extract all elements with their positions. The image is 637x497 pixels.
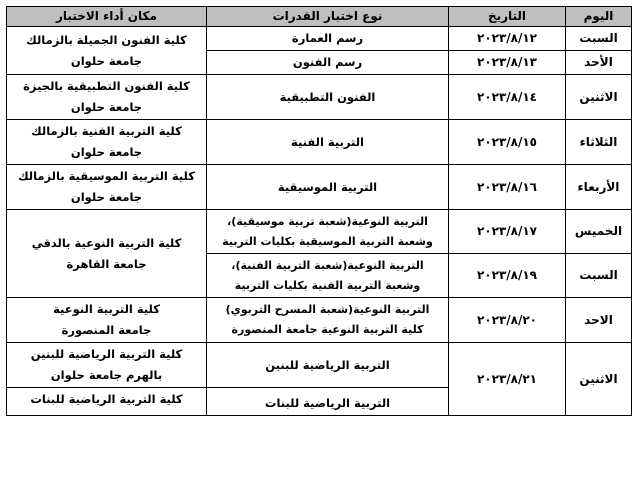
type-cell: التربية الرياضية للبنين bbox=[207, 343, 449, 388]
table-row bbox=[7, 210, 632, 254]
date-cell: ٢٠٢٣/٨/٢٠ bbox=[449, 298, 566, 343]
day-cell: السبت bbox=[566, 27, 632, 51]
table-row bbox=[7, 298, 632, 343]
date-cell: ٢٠٢٣/٨/١٧ bbox=[449, 210, 566, 254]
date-cell: ٢٠٢٣/٨/١٣ bbox=[449, 51, 566, 75]
place-line: جامعة حلوان bbox=[70, 100, 143, 114]
table-row bbox=[7, 165, 632, 210]
day-cell: الأحد bbox=[566, 51, 632, 75]
type-line: التربية النوعية(شعبة التربية الفنية)، bbox=[231, 258, 424, 272]
type-line: كلية التربية النوعية جامعة المنصورة bbox=[231, 323, 424, 336]
type-line: وشعبة التربية الموسيقية بكليات التربية bbox=[222, 234, 433, 248]
place-cell bbox=[7, 343, 207, 388]
table-row bbox=[7, 120, 632, 165]
place-line: كلية الفنون التطبيقية بالجيزة bbox=[23, 79, 190, 93]
date-cell: ٢٠٢٣/٨/٢١ bbox=[449, 343, 566, 416]
place-line: جامعة المنصورة bbox=[61, 323, 152, 337]
type-cell bbox=[207, 298, 449, 343]
place-line: كلية التربية النوعية bbox=[53, 302, 160, 316]
header-type: نوع اختبار القدرات bbox=[207, 7, 449, 27]
date-cell: ٢٠٢٣/٨/١٢ bbox=[449, 27, 566, 51]
place-cell bbox=[7, 388, 207, 416]
table-header-row bbox=[7, 7, 632, 27]
place-cell bbox=[7, 298, 207, 343]
type-cell bbox=[207, 254, 449, 298]
header-date: التاريخ bbox=[449, 7, 566, 27]
table-row bbox=[7, 75, 632, 120]
header-day: اليوم bbox=[566, 7, 632, 27]
type-cell bbox=[207, 210, 449, 254]
type-line: التربية النوعية(شعبة تربية موسيقية)، bbox=[227, 214, 428, 228]
day-cell: الثلاثاء bbox=[566, 120, 632, 165]
table-row bbox=[7, 343, 632, 388]
day-cell: الاحد bbox=[566, 298, 632, 343]
place-line: جامعة حلوان bbox=[70, 190, 143, 204]
place-line: بالهرم جامعة حلوان bbox=[50, 368, 163, 382]
header-place: مكان أداء الاختبار bbox=[7, 7, 207, 27]
date-cell: ٢٠٢٣/٨/١٦ bbox=[449, 165, 566, 210]
exam-schedule-table bbox=[6, 6, 632, 416]
type-line: وشعبة التربية الفنية بكليات التربية bbox=[234, 278, 421, 292]
place-line: كلية التربية الموسيقية بالزمالك bbox=[18, 169, 195, 183]
day-cell: السبت bbox=[566, 254, 632, 298]
day-cell: الاثنين bbox=[566, 75, 632, 120]
type-cell: التربية الرياضية للبنات bbox=[207, 388, 449, 416]
place-cell bbox=[7, 75, 207, 120]
place-line: كلية التربية الرياضية للبنات bbox=[30, 392, 183, 406]
place-line: كلية الفنون الجميلة بالزمالك bbox=[26, 32, 187, 47]
place-line: جامعة حلوان bbox=[70, 145, 143, 159]
place-cell bbox=[7, 210, 207, 298]
schedule-table-container bbox=[6, 6, 631, 416]
date-cell: ٢٠٢٣/٨/١٥ bbox=[449, 120, 566, 165]
place-line: جامعة القاهرة bbox=[66, 256, 147, 271]
day-cell: الأربعاء bbox=[566, 165, 632, 210]
place-line: كلية التربية النوعية بالدقي bbox=[31, 235, 182, 250]
place-cell bbox=[7, 120, 207, 165]
place-line: كلية التربية الرياضية للبنين bbox=[30, 347, 183, 361]
type-cell: رسم الفنون bbox=[207, 51, 449, 75]
place-line: جامعة حلوان bbox=[70, 53, 143, 68]
type-cell: رسم العمارة bbox=[207, 27, 449, 51]
place-line: كلية التربية الفنية بالزمالك bbox=[31, 124, 182, 138]
day-cell: الاثنين bbox=[566, 343, 632, 416]
type-cell: التربية الفنية bbox=[207, 120, 449, 165]
date-cell: ٢٠٢٣/٨/١٤ bbox=[449, 75, 566, 120]
place-cell bbox=[7, 27, 207, 75]
type-cell: التربية الموسيقية bbox=[207, 165, 449, 210]
day-cell: الخميس bbox=[566, 210, 632, 254]
table-row bbox=[7, 27, 632, 51]
date-cell: ٢٠٢٣/٨/١٩ bbox=[449, 254, 566, 298]
type-line: التربية النوعية(شعبة المسرح التربوي) bbox=[225, 303, 430, 316]
type-cell: الفنون التطبيقية bbox=[207, 75, 449, 120]
place-cell bbox=[7, 165, 207, 210]
